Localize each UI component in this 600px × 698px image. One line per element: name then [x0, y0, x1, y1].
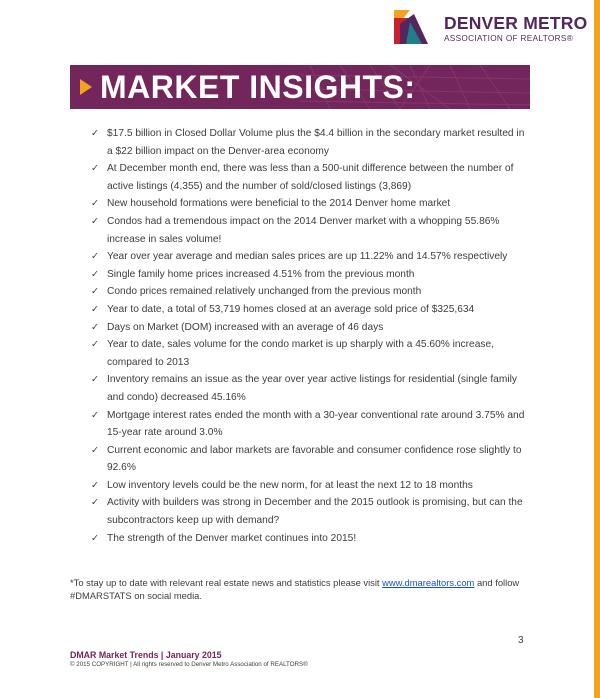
logo-title: DENVER METRO: [444, 13, 588, 33]
checkmark-icon: ✓: [91, 444, 99, 456]
list-item: [91, 125, 531, 160]
insights-list: [91, 125, 531, 547]
dmar-logo-mark-icon: [392, 8, 430, 46]
list-item: [91, 248, 531, 266]
list-item-text: Year to date, sales volume for the condo market is up sharply with a 45.60% increase, compared to 2013: [107, 339, 494, 368]
checkmark-icon: ✓: [91, 374, 99, 386]
footnote-text-before: *To stay up to date with relevant real estate news and statistics please visit: [70, 577, 383, 588]
list-item: [91, 283, 531, 301]
checkmark-icon: ✓: [91, 532, 99, 544]
list-item-text: Single family home prices increased 4.51% from the previous month: [107, 268, 415, 280]
page-number: 3: [518, 635, 524, 646]
checkmark-icon: ✓: [91, 497, 99, 509]
logo-subtitle: ASSOCIATION OF REALTORS®: [444, 34, 574, 43]
list-item: [91, 442, 531, 477]
list-item: [91, 477, 531, 495]
footer-title: DMAR Market Trends | January 2015: [70, 650, 222, 660]
list-item-text: Year to date, a total of 53,719 homes closed at an average sold price of $325,634: [107, 303, 475, 315]
list-item: [91, 319, 531, 337]
list-item-text: Activity with builders was strong in December and the 2015 outlook is promising, but can the subcontractors keep up with demand?: [107, 497, 523, 527]
footnote: [70, 576, 540, 603]
list-item-text: Mortgage interest rates ended the month with a 30-year conventional rate around 3.75% and 15-year rate around 3.0%: [107, 409, 525, 439]
list-item-text: Year over year average and median sales prices are up 11.22% and 14.57% respectively: [107, 251, 508, 263]
checkmark-icon: ✓: [91, 321, 99, 333]
list-item-text: At December month end, there was less than a 500-unit difference between the number of active listings (4,355) and the number of sold/closed listings (3,869): [107, 163, 514, 192]
list-item: [91, 371, 531, 406]
footnote-text-after: and follow #DMARSTATS on social media.: [70, 577, 520, 602]
checkmark-icon: ✓: [91, 163, 99, 175]
checkmark-icon: ✓: [91, 268, 99, 280]
list-item: [91, 530, 531, 548]
list-item: [91, 336, 531, 371]
checkmark-icon: ✓: [91, 479, 99, 491]
checkmark-icon: ✓: [91, 215, 99, 227]
list-item: [91, 494, 531, 529]
market-insights-banner: [70, 65, 530, 109]
list-item: [91, 407, 531, 442]
banner-arrow-icon: [80, 79, 92, 95]
right-accent-stripe: [594, 0, 600, 698]
list-item: [91, 266, 531, 284]
list-item-text: The strength of the Denver market continues into 2015!: [107, 532, 357, 544]
list-item: [91, 213, 531, 248]
checkmark-icon: ✓: [91, 128, 99, 139]
list-item-text: $17.5 billion in Closed Dollar Volume plus the $4.4 billion in the secondary market resulted in a $22 billion impact on the Denver-area economy: [107, 128, 525, 157]
list-item-text: Condo prices remained relatively unchanged from the previous month: [107, 286, 422, 298]
list-item: [91, 301, 531, 319]
list-item: [91, 160, 531, 195]
dmar-logo: [392, 8, 592, 50]
checkmark-icon: ✓: [91, 303, 99, 315]
checkmark-icon: ✓: [91, 286, 99, 298]
list-item-text: Days on Market (DOM) increased with an average of 46 days: [107, 321, 384, 333]
banner-title: MARKET INSIGHTS:: [100, 69, 416, 105]
list-item-text: Inventory remains an issue as the year over year active listings for residential (single family and condo) decreased 45.16%: [107, 374, 517, 403]
footer-copyright: © 2015 COPYRIGHT | All rights reserved to Denver Metro Association of REALTORS®: [70, 661, 308, 668]
checkmark-icon: ✓: [91, 409, 99, 421]
list-item-text: Current economic and labor markets are favorable and consumer confidence rose slightly to 92.6%: [107, 444, 522, 474]
checkmark-icon: ✓: [91, 251, 99, 263]
list-item-text: New household formations were beneficial to the 2014 Denver home market: [107, 198, 451, 210]
checkmark-icon: ✓: [91, 339, 99, 351]
list-item: [91, 195, 531, 213]
dmarealtors-link[interactable]: www.dmarealtors.com: [382, 577, 475, 588]
checkmark-icon: ✓: [91, 198, 99, 210]
list-item-text: Low inventory levels could be the new norm, for at least the next 12 to 18 months: [107, 479, 473, 491]
list-item-text: Condos had a tremendous impact on the 2014 Denver market with a whopping 55.86% increase in sales volume!: [107, 215, 500, 245]
